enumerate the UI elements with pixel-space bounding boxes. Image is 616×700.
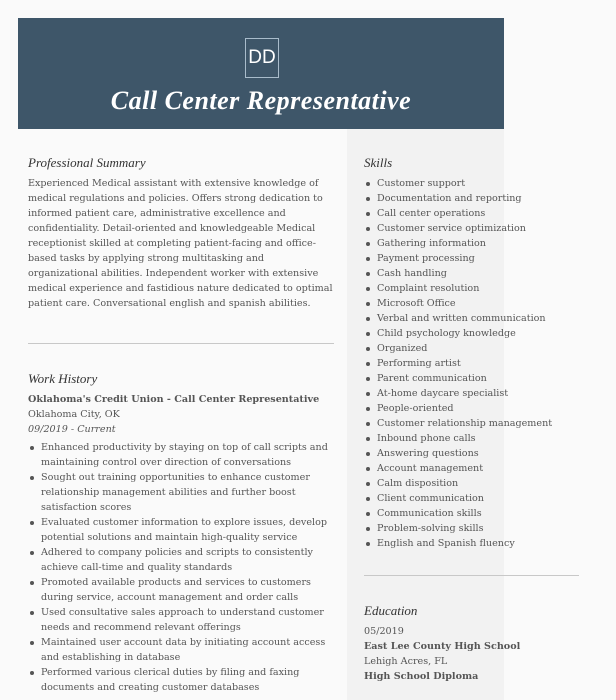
skill-item: Cash handling [364, 266, 579, 281]
divider [28, 343, 334, 344]
job-bullet: Maintained user account data by initiating account access and establishing in database [28, 635, 334, 665]
skills-heading: Skills [364, 155, 393, 170]
skill-item: Call center operations [364, 206, 579, 221]
main-column [28, 150, 334, 695]
job-bullet: Performed various clerical duties by filing and faxing documents and creating customer databases [28, 665, 334, 695]
skill-item: Organized [364, 341, 579, 356]
skill-item: Problem-solving skills [364, 521, 579, 536]
job-bullet: Used consultative sales approach to understand customer needs and recommend relevant offerings [28, 605, 334, 635]
skill-item: Customer relationship management [364, 416, 579, 431]
summary-heading: Professional Summary [28, 155, 146, 170]
skill-item: Answering questions [364, 446, 579, 461]
job-dates: 09/2019 - Current [28, 424, 116, 435]
skill-item: Communication skills [364, 506, 579, 521]
job-bullets [28, 440, 334, 695]
job-bullet: Sought out training opportunities to enhance customer relationship management abilities and further boost satisfaction scores [28, 470, 334, 515]
job-bullet: Adhered to company policies and scripts to consistently achieve call-time and quality standards [28, 545, 334, 575]
skill-item: Parent communication [364, 371, 579, 386]
skill-item: Inbound phone calls [364, 431, 579, 446]
skill-item: Customer service optimization [364, 221, 579, 236]
skill-item: Complaint resolution [364, 281, 579, 296]
work-history-heading: Work History [28, 371, 98, 386]
skill-item: People-oriented [364, 401, 579, 416]
skill-item: Payment processing [364, 251, 579, 266]
skill-item: Performing artist [364, 356, 579, 371]
skill-item: Client communication [364, 491, 579, 506]
initials-monogram: DD [245, 38, 279, 78]
skills-list [364, 176, 579, 551]
skill-item: Account management [364, 461, 579, 476]
job-title: Oklahoma's Credit Union - Call Center Representative [28, 394, 320, 405]
education-date: 05/2019 [364, 626, 404, 637]
sidebar-column [364, 150, 579, 684]
skill-item: Gathering information [364, 236, 579, 251]
skill-item: At-home daycare specialist [364, 386, 579, 401]
summary-text: Experienced Medical assistant with extensive knowledge of medical regulations and policies. Offers strong dedication to informed patient care, administrative excellence and confidentiality. Detail-oriented and knowledgeable Medical receptionist skilled at completing patient-facing and office-based tasks by applying strong multitasking and organizational abilities. Independent worker with extensive medical experience and fastidious nature dedicated to optimal patient care. Conversational english and spanish abilities. [28, 178, 333, 309]
resume-header [18, 18, 504, 129]
skill-item: Calm disposition [364, 476, 579, 491]
skill-item: Verbal and written communication [364, 311, 579, 326]
education-degree: High School Diploma [364, 671, 479, 682]
divider [364, 575, 579, 576]
job-bullet: Promoted available products and services to customers during service, account management and order calls [28, 575, 334, 605]
skill-item: Customer support [364, 176, 579, 191]
skill-item: Microsoft Office [364, 296, 579, 311]
education-heading: Education [364, 603, 418, 618]
job-location: Oklahoma City, OK [28, 409, 120, 420]
skill-item: English and Spanish fluency [364, 536, 579, 551]
resume-title: Call Center Representative [110, 86, 412, 115]
job-bullet: Evaluated customer information to explore issues, develop potential solutions and maintain high-quality service [28, 515, 334, 545]
skill-item: Child psychology knowledge [364, 326, 579, 341]
education-school: East Lee County High School [364, 641, 521, 652]
skill-item: Documentation and reporting [364, 191, 579, 206]
education-location: Lehigh Acres, FL [364, 656, 448, 667]
job-bullet: Enhanced productivity by staying on top of call scripts and maintaining control over direction of conversations [28, 440, 334, 470]
